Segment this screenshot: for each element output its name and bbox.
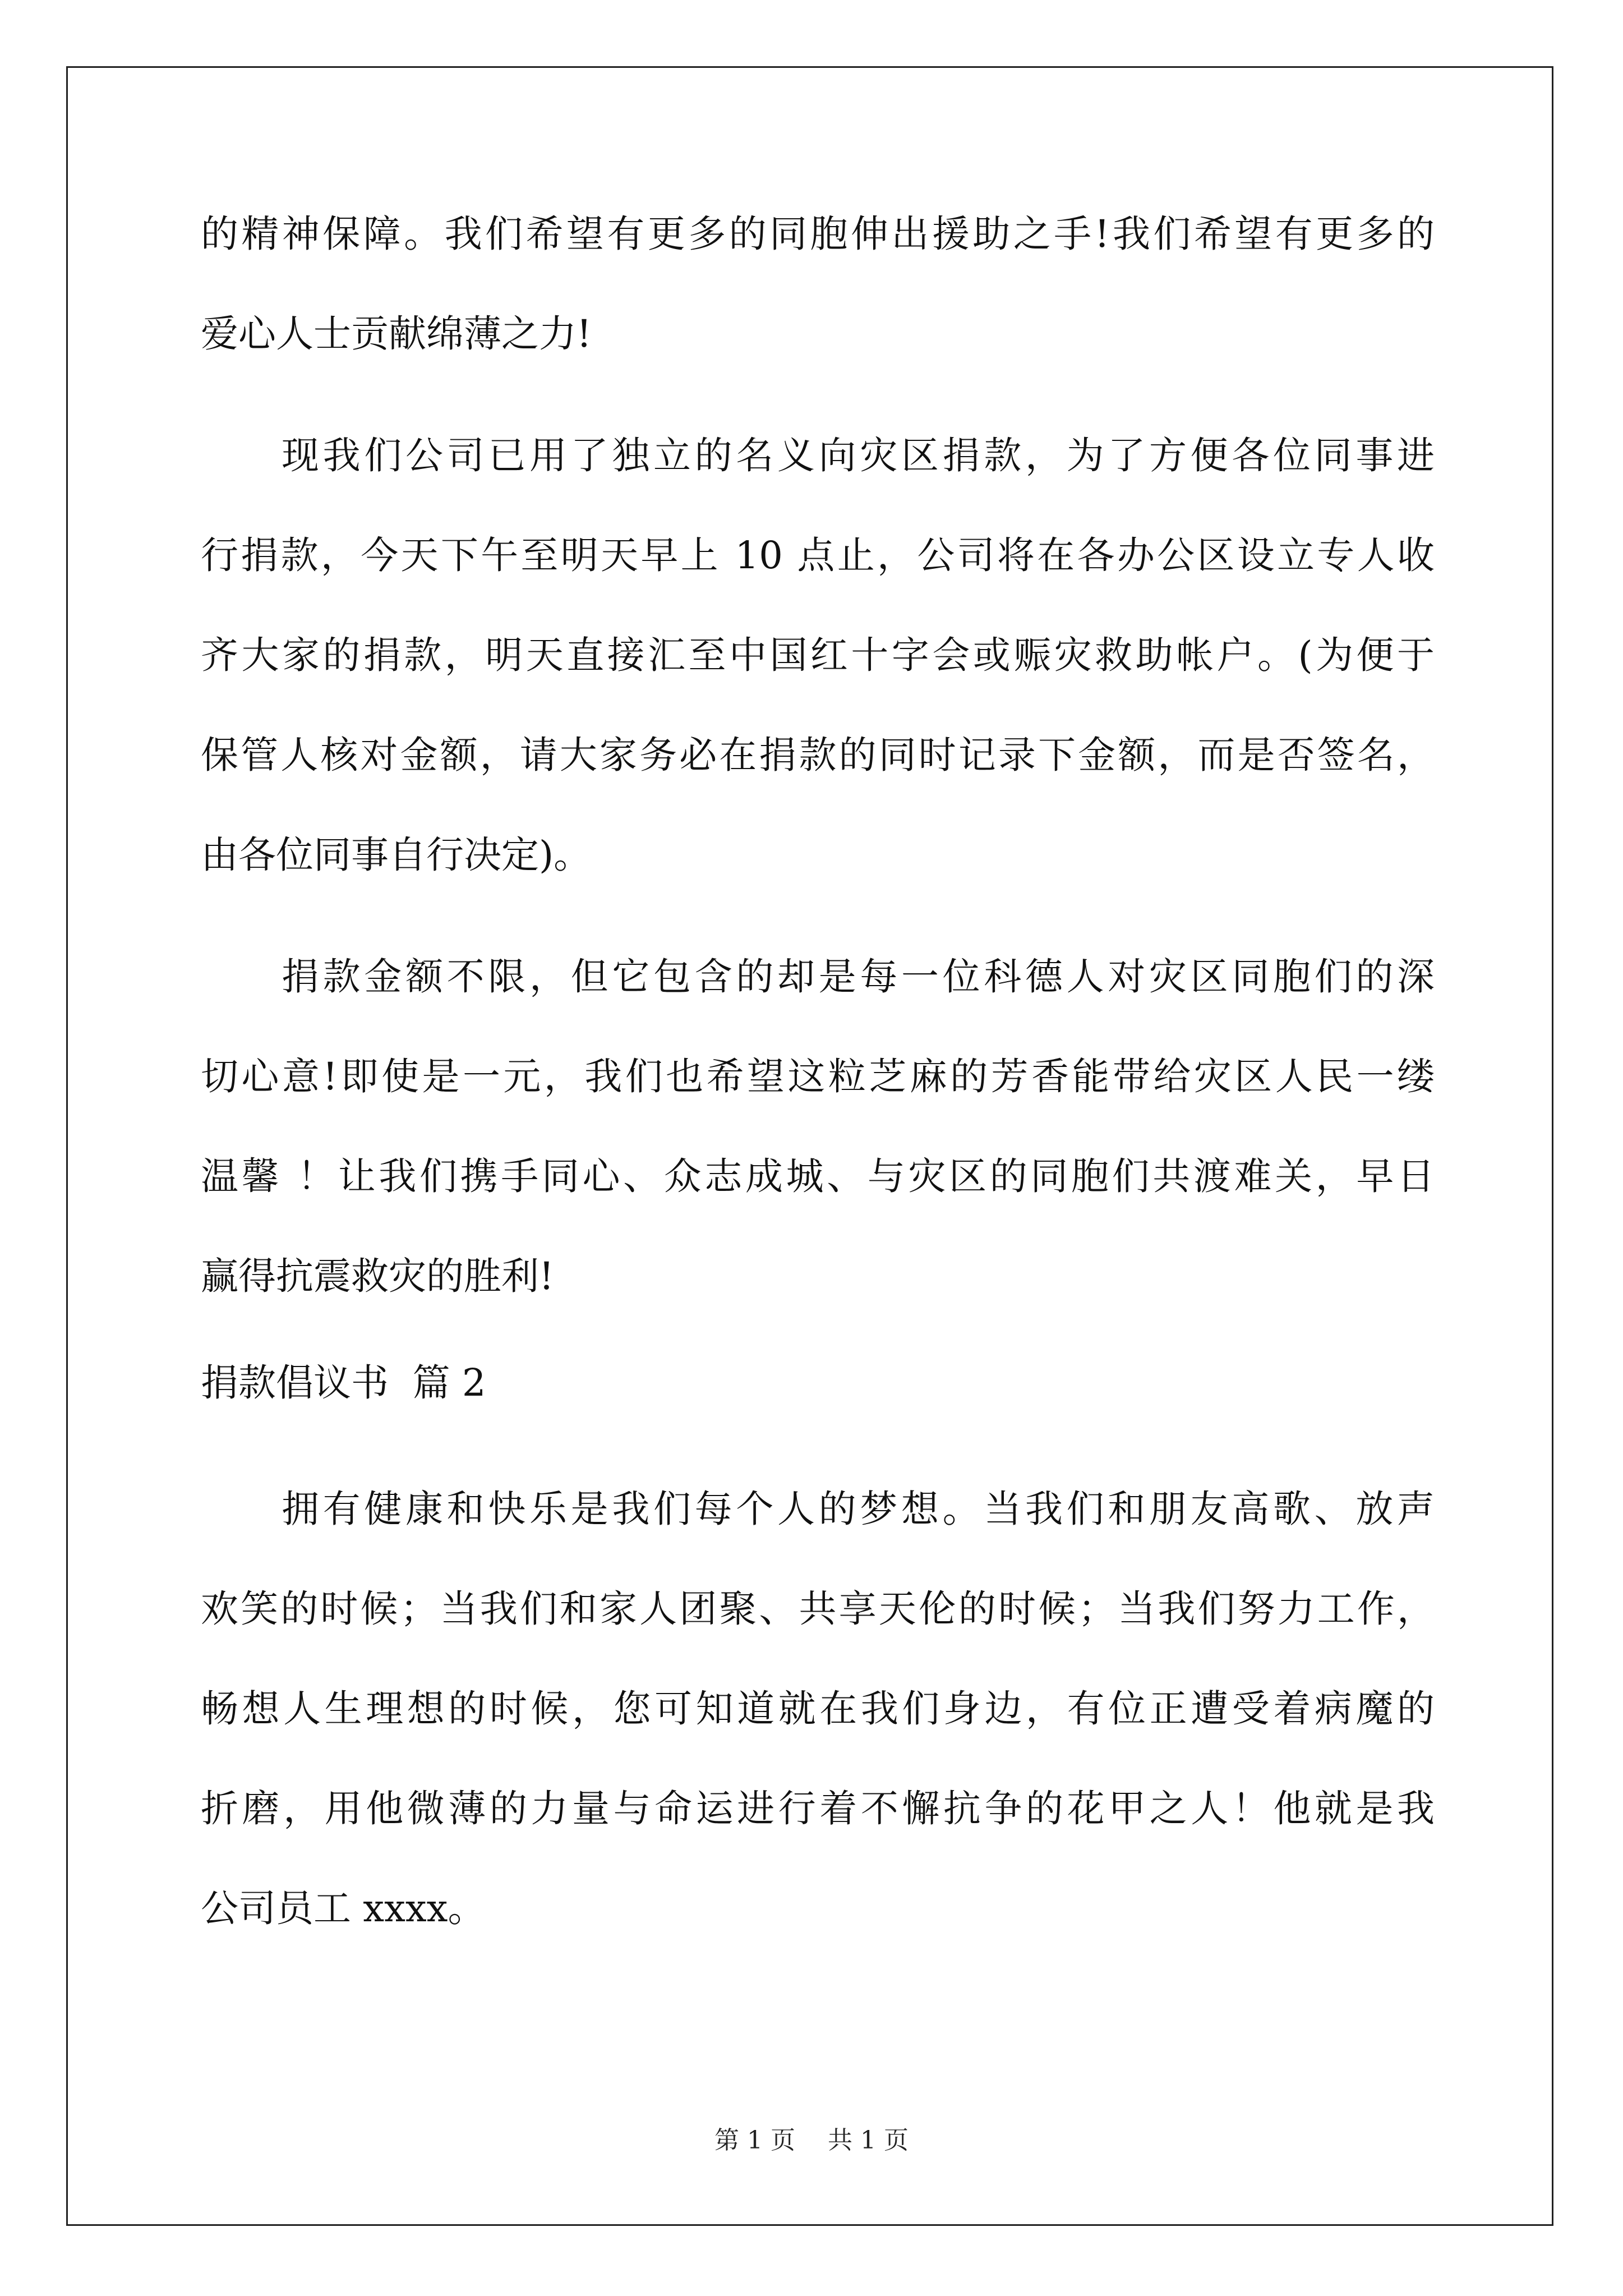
text-line: 齐大家的捐款，明天直接汇至中国红十字会或赈灾救助帐户。(为便于 (201, 633, 1435, 677)
text-line: 切心意!即使是一元，我们也希望这粒芝麻的芳香能带给灾区人民一缕 (201, 1055, 1435, 1098)
page-number: 第 1 页 (714, 2126, 795, 2155)
text-line: 现我们公司已用了独立的名义向灾区捐款，为了方便各位同事进 (282, 434, 1435, 477)
page-total: 共 1 页 (828, 2126, 909, 2155)
page-footer (0, 2124, 1623, 2157)
section-heading: 捐款倡议书 篇 2 (201, 1361, 486, 1405)
text-line: 欢笑的时候；当我们和家人团聚、共享天伦的时候；当我们努力工作， (201, 1587, 1435, 1631)
text-line: 畅想人生理想的时候，您可知道就在我们身边，有位正遭受着病魔的 (201, 1687, 1435, 1731)
text-line: 拥有健康和快乐是我们每个人的梦想。当我们和朋友高歌、放声 (282, 1487, 1435, 1531)
text-line: 赢得抗震救灾的胜利! (201, 1254, 554, 1298)
text-line: 行捐款，今天下午至明天早上 10 点止，公司将在各办公区设立专人收 (201, 533, 1435, 577)
text-line: 爱心人士贡献绵薄之力! (201, 312, 592, 356)
text-line: 保管人核对金额，请大家务必在捐款的同时记录下金额，而是否签名， (201, 733, 1435, 777)
text-line: 公司员工 xxxx。 (201, 1887, 486, 1930)
text-line: 由各位同事自行决定)。 (201, 833, 592, 877)
text-line: 的精神保障。我们希望有更多的同胞伸出援助之手!我们希望有更多的 (201, 212, 1435, 256)
text-line: 温馨 ！让我们携手同心、众志成城、与灾区的同胞们共渡难关，早日 (201, 1154, 1435, 1198)
text-line: 捐款金额不限，但它包含的却是每一位科德人对灾区同胞们的深 (282, 955, 1435, 999)
text-line: 折磨，用他微薄的力量与命运进行着不懈抗争的花甲之人！他就是我 (201, 1787, 1435, 1830)
